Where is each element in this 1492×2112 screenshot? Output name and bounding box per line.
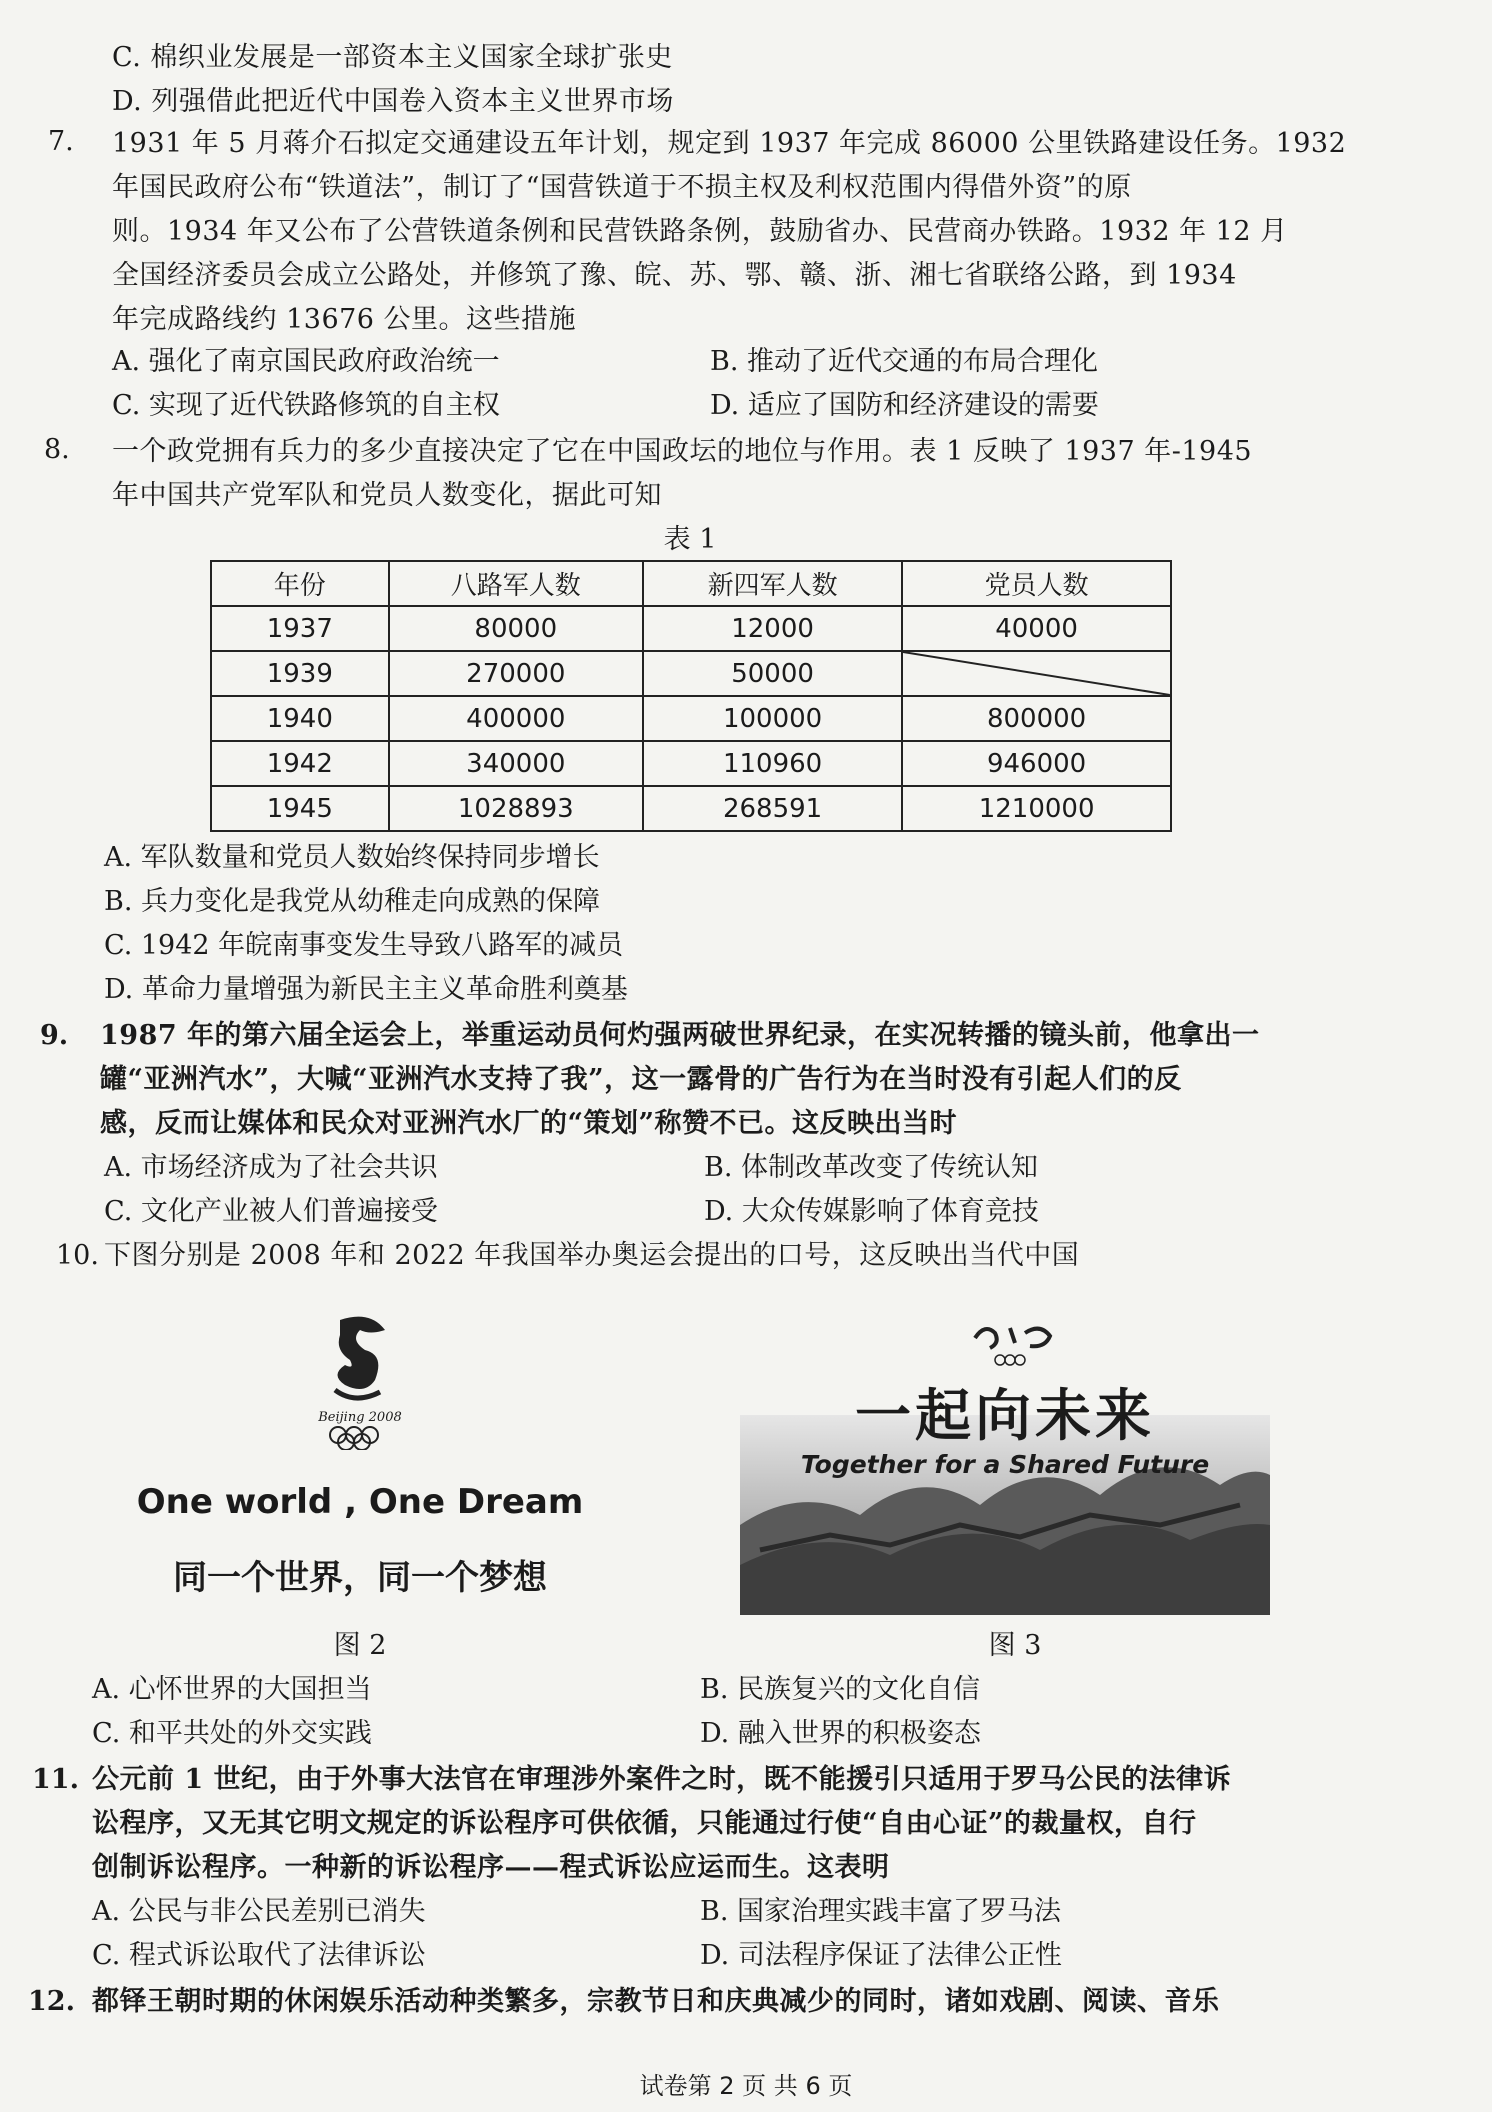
table-cell: 340000 (389, 741, 643, 786)
table-cell: 800000 (902, 696, 1171, 741)
q9-option-c: C. 文化产业被人们普遍接受 (104, 1196, 438, 1227)
q7-stem-line-2: 年国民政府公布“铁道法”，制订了“国营铁道于不损主权及利权范围内得借外资”的原 (112, 172, 1132, 203)
q6-option-d: D. 列强借此把近代中国卷入资本主义世界市场 (112, 86, 674, 117)
table-header: 年份 (211, 561, 389, 606)
table-row (211, 651, 1171, 696)
table-header: 党员人数 (902, 561, 1171, 606)
slogan-chinese-2008: 同一个世界，同一个梦想 (173, 1558, 547, 1598)
q8-option-d: D. 革命力量增强为新民主主义革命胜利奠基 (104, 974, 628, 1005)
table-cell: 270000 (389, 651, 643, 696)
q10-option-d: D. 融入世界的积极姿态 (700, 1718, 981, 1749)
page-footer: 试卷第 2 页 共 6 页 (639, 2072, 853, 2100)
table-cell: 268591 (643, 786, 902, 831)
q7-stem-line-3: 则。1934 年又公布了公营铁道条例和民营铁路条例，鼓励省办、民营商办铁路。1932 年 12 月 (112, 216, 1288, 247)
slogan-english-2008: One world , One Dream (136, 1482, 584, 1522)
table-row (211, 696, 1171, 741)
q12-number: 12. (28, 1986, 75, 2017)
table-cell: 100000 (643, 696, 902, 741)
table-header: 八路军人数 (389, 561, 643, 606)
table-cell: 400000 (389, 696, 643, 741)
table-cell: 40000 (902, 606, 1171, 651)
table-header-row (211, 561, 1171, 606)
q11-stem-line-3: 创制诉讼程序。一种新的诉讼程序——程式诉讼应运而生。这表明 (92, 1852, 890, 1883)
q9-number: 9. (40, 1020, 69, 1051)
table-cell: 1028893 (389, 786, 643, 831)
q8-stem-line-1: 一个政党拥有兵力的多少直接决定了它在中国政坛的地位与作用。表 1 反映了 1937 年-1945 (112, 436, 1253, 467)
table-cell: 50000 (643, 651, 902, 696)
q7-number: 7. (48, 126, 74, 157)
q10-option-c: C. 和平共处的外交实践 (92, 1718, 372, 1749)
beijing-2008-emblem-icon (310, 1310, 410, 1450)
table-header: 新四军人数 (643, 561, 902, 606)
q9-stem-line-2: 罐“亚洲汽水”，大喊“亚洲汽水支持了我”，这一露骨的广告行为在当时没有引起人们的反 (100, 1064, 1182, 1095)
q6-option-c: C. 棉织业发展是一部资本主义国家全球扩张史 (112, 42, 673, 73)
q8-option-b: B. 兵力变化是我党从幼稚走向成熟的保障 (104, 886, 601, 917)
table-cell: 946000 (902, 741, 1171, 786)
q8-stem-line-2: 年中国共产党军队和党员人数变化，据此可知 (112, 480, 662, 511)
q7-option-d: D. 适应了国防和经济建设的需要 (710, 390, 1099, 421)
q8-option-c: C. 1942 年皖南事变发生导致八路军的减员 (104, 930, 624, 961)
diagonal-line (903, 652, 1170, 695)
figure-3-caption: 图 3 (988, 1630, 1042, 1661)
party-military-table (210, 560, 1172, 832)
table-row (211, 606, 1171, 651)
q11-option-c: C. 程式诉讼取代了法律诉讼 (92, 1940, 426, 1971)
q7-stem-line-1: 1931 年 5 月蒋介石拟定交通建设五年计划，规定到 1937 年完成 86000 公里铁路建设任务。1932 (112, 128, 1347, 159)
figure-2-beijing-2008 (130, 1310, 590, 1610)
q11-option-d: D. 司法程序保证了法律公正性 (700, 1940, 1062, 1971)
q10-number: 10. (56, 1240, 99, 1271)
q9-option-b: B. 体制改革改变了传统认知 (704, 1152, 1039, 1183)
q11-option-b: B. 国家治理实践丰富了罗马法 (700, 1896, 1062, 1927)
table-cell: 1939 (211, 651, 389, 696)
table-cell: 1942 (211, 741, 389, 786)
q7-option-a: A. 强化了南京国民政府政治统一 (112, 346, 500, 377)
table-cell-blank-diagonal (902, 651, 1171, 696)
figure-3-beijing-2022 (740, 1310, 1270, 1610)
table-title: 表 1 (663, 524, 717, 555)
table-cell: 1945 (211, 786, 389, 831)
q7-stem-line-5: 年完成路线约 13676 公里。这些措施 (112, 304, 577, 335)
table-cell: 1210000 (902, 786, 1171, 831)
q9-stem-line-3: 感，反而让媒体和民众对亚洲汽水厂的“策划”称赞不已。这反映出当时 (100, 1108, 958, 1139)
q12-stem-line-1: 都铎王朝时期的休闲娱乐活动种类繁多，宗教节日和庆典减少的同时，诸如戏剧、阅读、音乐 (92, 1986, 1220, 2017)
beijing-2008-logo-text: Beijing 2008 (318, 1410, 402, 1425)
q9-option-d: D. 大众传媒影响了体育竞技 (704, 1196, 1039, 1227)
table-cell: 80000 (389, 606, 643, 651)
table-cell: 12000 (643, 606, 902, 651)
figure-2-caption: 图 2 (333, 1630, 387, 1661)
q9-stem-line-1: 1987 年的第六届全运会上，举重运动员何灼强两破世界纪录，在实况转播的镜头前，他拿出一 (100, 1020, 1260, 1051)
q11-stem-line-1: 公元前 1 世纪，由于外事大法官在审理涉外案件之时，既不能援引只适用于罗马公民的法律诉 (92, 1764, 1232, 1795)
table-cell: 1937 (211, 606, 389, 651)
q11-stem-line-2: 讼程序，又无其它明文规定的诉讼程序可供依循，只能通过行使“自由心证”的裁量权，自行 (92, 1808, 1197, 1839)
q8-option-a: A. 军队数量和党员人数始终保持同步增长 (104, 842, 600, 873)
table-cell: 110960 (643, 741, 902, 786)
slogan-chinese-2022: 一起向未来 (855, 1383, 1155, 1449)
q8-number: 8. (44, 434, 70, 465)
q11-option-a: A. 公民与非公民差别已消失 (92, 1896, 426, 1927)
table-cell: 1940 (211, 696, 389, 741)
q7-option-c: C. 实现了近代铁路修筑的自主权 (112, 390, 500, 421)
slogan-english-2022: Together for a Shared Future (800, 1450, 1210, 1479)
q10-option-a: A. 心怀世界的大国担当 (92, 1674, 372, 1705)
q9-option-a: A. 市场经济成为了社会共识 (104, 1152, 438, 1183)
table-row (211, 741, 1171, 786)
q10-stem: 下图分别是 2008 年和 2022 年我国举办奥运会提出的口号，这反映出当代中国 (104, 1240, 1080, 1271)
q10-option-b: B. 民族复兴的文化自信 (700, 1674, 981, 1705)
q11-number: 11. (32, 1764, 79, 1795)
q7-stem-line-4: 全国经济委员会成立公路处，并修筑了豫、皖、苏、鄂、赣、浙、湘七省联络公路，到 1934 (112, 260, 1237, 291)
q7-option-b: B. 推动了近代交通的布局合理化 (710, 346, 1099, 377)
beijing-2022-emblem-icon (970, 1318, 1060, 1368)
table-row (211, 786, 1171, 831)
